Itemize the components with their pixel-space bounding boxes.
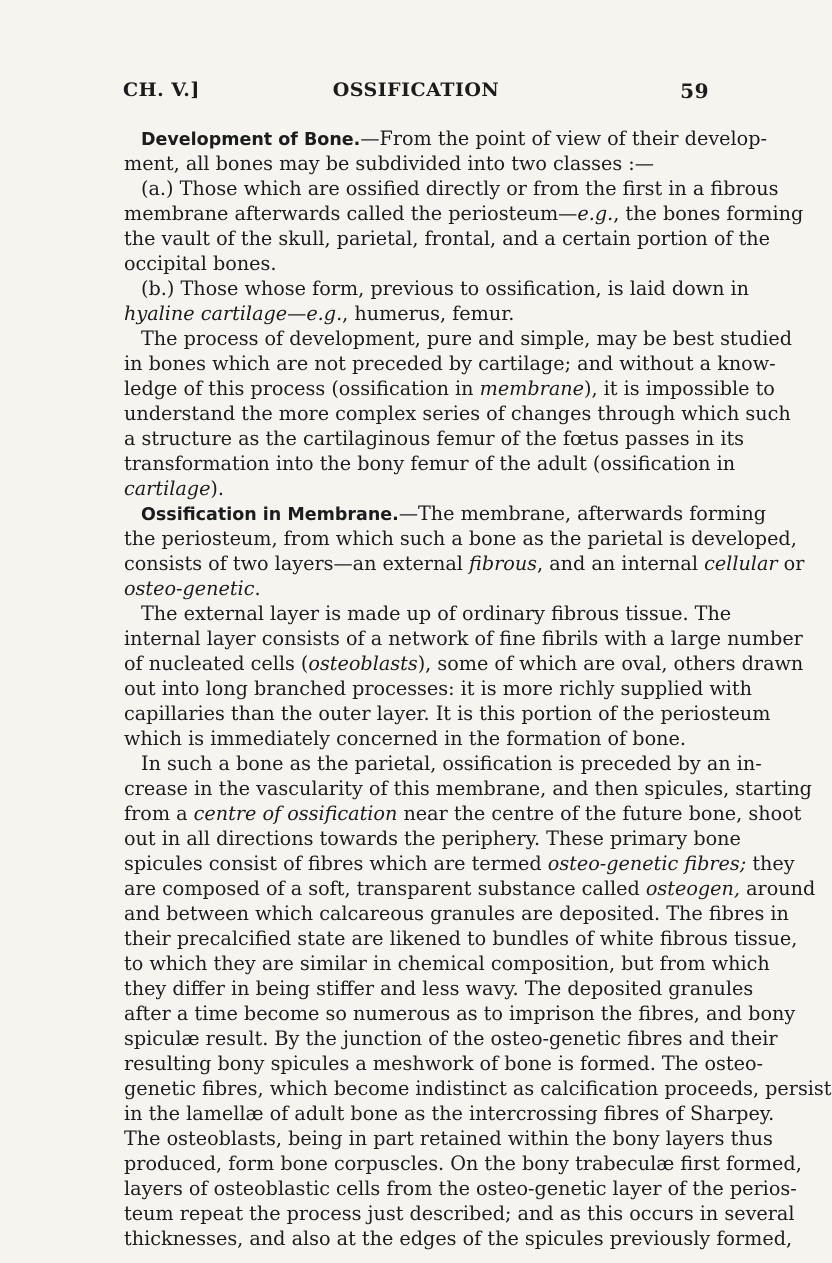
text-line: spiculæ result. By the junction of the osteo-genetic fibres and their [124, 1027, 778, 1050]
text-line: consists of two layers—an external fibrous, and an internal cellular or [124, 552, 805, 575]
text-line: (b.) Those whose form, previous to ossification, is laid down in [141, 277, 750, 300]
page-number: 59 [680, 79, 709, 103]
text-line: are composed of a soft, transparent substance called osteogen, around [124, 877, 816, 900]
text-line: hyaline cartilage—e.g., humerus, femur. [124, 302, 515, 325]
page-title: OSSIFICATION [332, 79, 500, 101]
running-header [123, 79, 709, 109]
text-line: out into long branched processes: it is more richly supplied with [124, 677, 752, 700]
text-line: after a time become so numerous as to imprison the fibres, and bony [124, 1002, 796, 1025]
text-line: and between which calcareous granules are deposited. The fibres in [124, 902, 789, 925]
text-line: In such a bone as the parietal, ossification is preceded by an in- [141, 752, 762, 775]
text-line: resulting bony spicules a meshwork of bone is formed. The osteo- [124, 1052, 764, 1075]
text-line: in bones which are not preceded by cartilage; and without a know- [124, 352, 776, 375]
text-line: which is immediately concerned in the formation of bone. [124, 727, 686, 750]
text-line: produced, form bone corpuscles. On the bony trabeculæ first formed, [124, 1152, 802, 1175]
text-line: out in all directions towards the periphery. These primary bone [124, 827, 741, 850]
text-line: understand the more complex series of changes through which such [124, 402, 791, 425]
text-line: their precalcified state are likened to bundles of white fibrous tissue, [124, 927, 798, 950]
text-line: transformation into the bony femur of the adult (ossification in [124, 452, 736, 475]
chapter-label: CH. V.] [123, 79, 200, 101]
text-line: membrane afterwards called the periosteum—e.g., the bones forming [124, 202, 804, 225]
text-line: ledge of this process (ossification in membrane), it is impossible to [124, 377, 775, 400]
text-line: teum repeat the process just described; and as this occurs in several [124, 1202, 795, 1225]
text-line: the periosteum, from which such a bone as the parietal is developed, [124, 527, 797, 550]
text-line: spicules consist of fibres which are termed osteo-genetic fibres; they [124, 852, 795, 875]
text-line: osteo-genetic. [124, 577, 261, 600]
text-line: from a centre of ossification near the centre of the future bone, shoot [124, 802, 802, 825]
text-line: Ossification in Membrane.—The membrane, afterwards forming [141, 502, 766, 525]
text-line: The external layer is made up of ordinary fibrous tissue. The [141, 602, 732, 625]
text-line: layers of osteoblastic cells from the osteo-genetic layer of the perios- [124, 1177, 797, 1200]
text-line: thicknesses, and also at the edges of the spicules previously formed, [124, 1227, 793, 1250]
text-line: genetic fibres, which become indistinct as calcification proceeds, persist [124, 1077, 832, 1100]
text-line: capillaries than the outer layer. It is this portion of the periosteum [124, 702, 771, 725]
text-line: The osteoblasts, being in part retained within the bony layers thus [124, 1127, 773, 1150]
text-line: ment, all bones may be subdivided into two classes :— [124, 152, 654, 175]
text-line: a structure as the cartilaginous femur of the fœtus passes in its [124, 427, 745, 450]
text-line: (a.) Those which are ossified directly or from the first in a fibrous [141, 177, 779, 200]
text-line: in the lamellæ of adult bone as the intercrossing fibres of Sharpey. [124, 1102, 775, 1125]
text-line: cartilage). [124, 477, 225, 500]
section-heading: Ossification in Membrane. [141, 505, 399, 525]
text-line: occipital bones. [124, 252, 277, 275]
text-line: crease in the vascularity of this membrane, and then spicules, starting [124, 777, 812, 800]
text-line: to which they are similar in chemical composition, but from which [124, 952, 770, 975]
body-text [124, 126, 832, 1251]
section-heading: Development of Bone. [141, 130, 361, 150]
text-line: Development of Bone.—From the point of view of their develop- [141, 127, 767, 150]
text-line: internal layer consists of a network of fine fibrils with a large number [124, 627, 803, 650]
text-line: they differ in being stiffer and less wavy. The deposited granules [124, 977, 754, 1000]
text-line: The process of development, pure and simple, may be best studied [141, 327, 793, 350]
text-line: the vault of the skull, parietal, frontal, and a certain portion of the [124, 227, 770, 250]
text-line: of nucleated cells (osteoblasts), some of which are oval, others drawn [124, 652, 804, 675]
